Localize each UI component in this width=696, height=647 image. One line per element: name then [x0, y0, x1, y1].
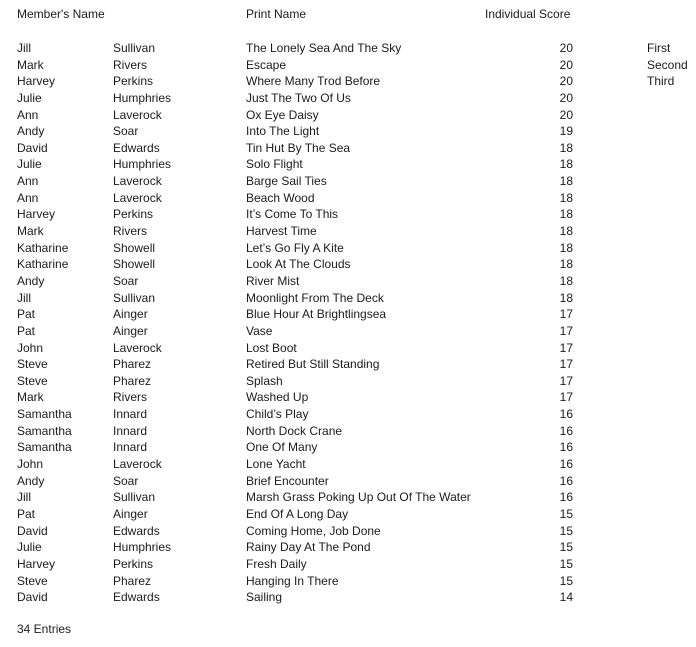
print-title: Tin Hut By The Sea	[246, 140, 351, 155]
table-row	[17, 556, 696, 573]
member-last-name: Humphries	[113, 90, 172, 105]
member-first-name: Steve	[17, 357, 48, 372]
member-last-name: Soar	[113, 124, 139, 139]
score-value: 17	[559, 373, 573, 388]
column-spacer	[573, 57, 647, 74]
table-row	[17, 140, 696, 157]
score-value: 17	[559, 390, 573, 405]
results-table-body	[17, 40, 696, 606]
print-title: Harvest Time	[246, 224, 317, 239]
column-spacer	[573, 206, 647, 223]
member-last-name: Humphries	[113, 540, 172, 555]
score-value: 18	[559, 224, 573, 239]
column-spacer	[573, 389, 647, 406]
award-label	[647, 140, 696, 157]
table-row	[17, 256, 696, 273]
print-title: Marsh Grass Poking Up Out Of The Water	[246, 490, 471, 505]
award-label	[647, 240, 696, 257]
member-last-name: Innard	[113, 440, 148, 455]
column-spacer	[573, 156, 647, 173]
table-row	[17, 40, 696, 57]
award-label	[647, 573, 696, 590]
table-row	[17, 573, 696, 590]
member-last-name: Laverock	[113, 190, 162, 205]
member-first-name: Mark	[17, 224, 44, 239]
member-first-name: Julie	[17, 157, 42, 172]
member-last-name: Ainger	[113, 323, 148, 338]
table-row	[17, 57, 696, 74]
award-label	[647, 473, 696, 490]
table-header	[17, 6, 696, 23]
member-first-name: David	[17, 590, 48, 605]
award-label	[647, 107, 696, 124]
column-spacer	[573, 489, 647, 506]
member-last-name: Pharez	[113, 357, 152, 372]
member-last-name: Edwards	[113, 523, 160, 538]
column-spacer	[573, 373, 647, 390]
score-value: 17	[559, 323, 573, 338]
column-spacer	[573, 456, 647, 473]
award-label	[647, 373, 696, 390]
column-spacer	[573, 340, 647, 357]
member-last-name: Laverock	[113, 107, 162, 122]
column-spacer	[573, 140, 647, 157]
column-spacer	[573, 273, 647, 290]
award-label	[647, 539, 696, 556]
member-first-name: Katharine	[17, 257, 69, 272]
print-title: The Lonely Sea And The Sky	[246, 41, 402, 55]
table-row	[17, 389, 696, 406]
score-value: 19	[559, 124, 573, 139]
table-row	[17, 223, 696, 240]
member-first-name: Mark	[17, 57, 44, 72]
table-row	[17, 240, 696, 257]
table-row	[17, 190, 696, 207]
award-label	[647, 290, 696, 307]
member-first-name: Samantha	[17, 440, 72, 455]
column-spacer	[573, 523, 647, 540]
score-value: 18	[559, 140, 573, 155]
award-label	[647, 523, 696, 540]
score-value: 17	[559, 340, 573, 355]
table-row	[17, 506, 696, 523]
member-first-name: Julie	[17, 90, 42, 105]
table-row	[17, 523, 696, 540]
table-row	[17, 373, 696, 390]
print-title: Ox Eye Daisy	[246, 107, 319, 122]
score-value: 16	[559, 407, 573, 422]
member-first-name: Samantha	[17, 407, 72, 422]
score-value: 17	[559, 307, 573, 322]
print-title: Barge Sail Ties	[246, 174, 327, 189]
table-row	[17, 107, 696, 124]
column-spacer	[573, 40, 647, 57]
award-label	[647, 406, 696, 423]
print-title: Into The Light	[246, 124, 320, 139]
print-title: Vase	[246, 323, 273, 338]
score-value: 20	[559, 57, 573, 72]
table-row	[17, 156, 696, 173]
column-spacer	[573, 107, 647, 124]
member-last-name: Showell	[113, 240, 156, 255]
print-title: Where Many Trod Before	[246, 74, 381, 89]
print-title: Coming Home, Job Done	[246, 523, 381, 538]
table-row	[17, 90, 696, 107]
member-first-name: Jill	[17, 41, 31, 55]
table-row	[17, 273, 696, 290]
score-value: 16	[559, 440, 573, 455]
member-last-name: Laverock	[113, 174, 162, 189]
member-first-name: Julie	[17, 540, 42, 555]
print-title: Sailing	[246, 590, 283, 605]
score-value: 16	[559, 457, 573, 472]
member-last-name: Soar	[113, 473, 139, 488]
score-value: 15	[559, 506, 573, 521]
member-first-name: Ann	[17, 190, 39, 205]
column-spacer	[573, 240, 647, 257]
table-row	[17, 406, 696, 423]
column-spacer	[573, 123, 647, 140]
table-row	[17, 473, 696, 490]
member-first-name: Pat	[17, 506, 36, 521]
member-first-name: Harvey	[17, 556, 56, 571]
member-last-name: Pharez	[113, 573, 152, 588]
table-row	[17, 423, 696, 440]
member-first-name: Ann	[17, 174, 39, 189]
member-last-name: Ainger	[113, 307, 148, 322]
award-label	[647, 489, 696, 506]
column-spacer	[573, 306, 647, 323]
score-value: 20	[559, 107, 573, 122]
member-first-name: Jill	[17, 490, 31, 505]
award-label	[647, 340, 696, 357]
score-value: 16	[559, 490, 573, 505]
score-value: 18	[559, 174, 573, 189]
member-first-name: Harvey	[17, 207, 56, 222]
member-first-name: Pat	[17, 323, 36, 338]
member-first-name: David	[17, 523, 48, 538]
column-spacer	[573, 90, 647, 107]
table-row	[17, 173, 696, 190]
print-title: Rainy Day At The Pond	[246, 540, 371, 555]
print-title: River Mist	[246, 273, 300, 288]
member-first-name: Harvey	[17, 74, 56, 89]
member-first-name: Steve	[17, 373, 48, 388]
column-spacer	[573, 173, 647, 190]
member-first-name: Andy	[17, 473, 45, 488]
member-last-name: Innard	[113, 423, 148, 438]
member-first-name: John	[17, 457, 44, 472]
column-spacer	[573, 506, 647, 523]
member-last-name: Sullivan	[113, 490, 156, 505]
column-spacer	[573, 190, 647, 207]
print-title: Hanging In There	[246, 573, 339, 588]
award-label	[647, 273, 696, 290]
award-label	[647, 456, 696, 473]
award-label	[647, 589, 696, 606]
award-label	[647, 223, 696, 240]
award-label	[647, 506, 696, 523]
member-last-name: Perkins	[113, 556, 154, 571]
table-row	[17, 589, 696, 606]
score-value: 18	[559, 190, 573, 205]
score-value: 20	[559, 90, 573, 105]
award-label	[647, 206, 696, 223]
score-value: 18	[559, 157, 573, 172]
column-spacer	[573, 573, 647, 590]
column-spacer	[573, 556, 647, 573]
table-row	[17, 73, 696, 90]
print-title: Moonlight From The Deck	[246, 290, 384, 305]
column-spacer	[573, 290, 647, 307]
print-title: One Of Many	[246, 440, 318, 455]
score-value: 15	[559, 556, 573, 571]
award-label	[647, 556, 696, 573]
print-title: End Of A Long Day	[246, 506, 349, 521]
score-value: 16	[559, 423, 573, 438]
member-last-name: Rivers	[113, 390, 148, 405]
member-first-name: John	[17, 340, 44, 355]
member-last-name: Laverock	[113, 457, 162, 472]
award-label: Second	[647, 57, 688, 72]
award-label	[647, 190, 696, 207]
table-row	[17, 539, 696, 556]
column-spacer	[573, 223, 647, 240]
award-label	[647, 306, 696, 323]
print-title: Lost Boot	[246, 340, 297, 355]
column-spacer	[573, 423, 647, 440]
member-first-name: Jill	[17, 290, 31, 305]
member-first-name: Pat	[17, 307, 36, 322]
entries-count: 34 Entries	[17, 621, 72, 636]
column-spacer	[573, 539, 647, 556]
header-members-name: Member's Name	[17, 7, 105, 21]
print-title: Child’s Play	[246, 407, 309, 422]
print-title: Brief Encounter	[246, 473, 329, 488]
award-label	[647, 389, 696, 406]
award-label	[647, 156, 696, 173]
print-title: Beach Wood	[246, 190, 315, 205]
score-value: 18	[559, 207, 573, 222]
member-first-name: David	[17, 140, 48, 155]
header-print-name: Print Name	[246, 7, 307, 21]
score-value: 18	[559, 240, 573, 255]
score-value: 15	[559, 540, 573, 555]
member-last-name: Laverock	[113, 340, 162, 355]
member-last-name: Perkins	[113, 207, 154, 222]
print-title: Washed Up	[246, 390, 309, 405]
table-row	[17, 489, 696, 506]
score-value: 18	[559, 273, 573, 288]
header-individual-score: Individual Score	[485, 7, 571, 21]
score-value: 16	[559, 473, 573, 488]
table-row	[17, 290, 696, 307]
member-last-name: Edwards	[113, 140, 160, 155]
table-row	[17, 306, 696, 323]
member-first-name: Katharine	[17, 240, 69, 255]
print-title: Blue Hour At Brightlingsea	[246, 307, 387, 322]
table-row	[17, 439, 696, 456]
member-last-name: Rivers	[113, 224, 148, 239]
column-spacer	[573, 356, 647, 373]
award-label	[647, 256, 696, 273]
score-value: 18	[559, 290, 573, 305]
print-title: Escape	[246, 57, 287, 72]
print-title: Splash	[246, 373, 283, 388]
score-value: 15	[559, 523, 573, 538]
award-label	[647, 323, 696, 340]
column-spacer	[573, 589, 647, 606]
member-last-name: Rivers	[113, 57, 148, 72]
table-row	[17, 123, 696, 140]
member-last-name: Innard	[113, 407, 148, 422]
score-value: 17	[559, 357, 573, 372]
table-row	[17, 356, 696, 373]
member-first-name: Andy	[17, 273, 45, 288]
table-row	[17, 206, 696, 223]
member-first-name: Andy	[17, 124, 45, 139]
column-spacer	[573, 473, 647, 490]
award-label	[647, 90, 696, 107]
print-title: Just The Two Of Us	[246, 90, 351, 105]
award-label	[647, 356, 696, 373]
table-row	[17, 340, 696, 357]
award-label	[647, 173, 696, 190]
award-label	[647, 439, 696, 456]
column-spacer	[573, 406, 647, 423]
column-spacer	[573, 439, 647, 456]
member-first-name: Ann	[17, 107, 39, 122]
member-last-name: Humphries	[113, 157, 172, 172]
score-value: 14	[559, 590, 573, 605]
member-first-name: Samantha	[17, 423, 72, 438]
print-title: Fresh Daily	[246, 556, 307, 571]
member-last-name: Showell	[113, 257, 156, 272]
score-value: 18	[559, 257, 573, 272]
print-title: North Dock Crane	[246, 423, 343, 438]
award-label	[647, 423, 696, 440]
print-title: Lone Yacht	[246, 457, 306, 472]
member-last-name: Perkins	[113, 74, 154, 89]
print-title: It’s Come To This	[246, 207, 339, 222]
column-spacer	[573, 323, 647, 340]
award-label: Third	[647, 74, 675, 89]
print-title: Solo Flight	[246, 157, 303, 172]
member-last-name: Pharez	[113, 373, 152, 388]
print-title: Retired But Still Standing	[246, 357, 380, 372]
award-label	[647, 123, 696, 140]
member-first-name: Steve	[17, 573, 48, 588]
table-row	[17, 456, 696, 473]
score-value: 20	[559, 74, 573, 89]
member-last-name: Sullivan	[113, 41, 156, 55]
score-value: 20	[559, 41, 573, 55]
print-title: Let’s Go Fly A Kite	[246, 240, 344, 255]
table-row	[17, 323, 696, 340]
score-value: 15	[559, 573, 573, 588]
column-spacer	[573, 73, 647, 90]
print-title: Look At The Clouds	[246, 257, 351, 272]
member-last-name: Sullivan	[113, 290, 156, 305]
member-last-name: Ainger	[113, 506, 148, 521]
award-label: First	[647, 41, 671, 55]
member-last-name: Edwards	[113, 590, 160, 605]
member-first-name: Mark	[17, 390, 44, 405]
column-spacer	[573, 256, 647, 273]
member-last-name: Soar	[113, 273, 139, 288]
